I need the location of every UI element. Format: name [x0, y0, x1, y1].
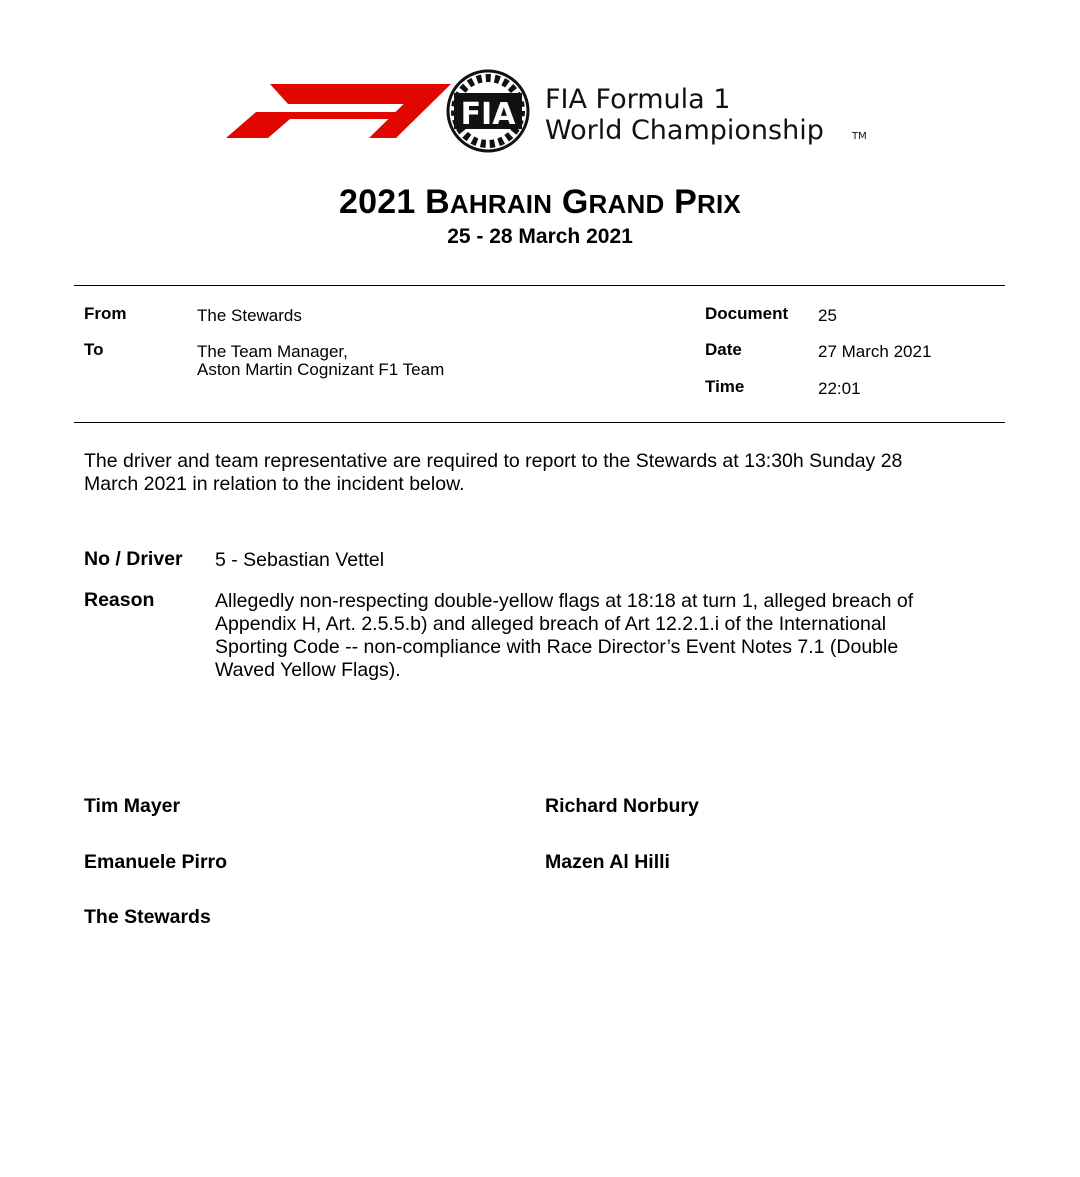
- document-label: Document: [705, 304, 789, 323]
- fia-badge-text: FIA: [460, 97, 516, 132]
- driver-value: 5 - Sebastian Vettel: [215, 549, 385, 571]
- reason-text: [215, 590, 975, 682]
- event-dates: 25 - 28 March 2021: [447, 225, 633, 248]
- reason-line-1: Allegedly non-respecting double-yellow flags at 18:18 at turn 1, alleged breach of: [215, 590, 914, 612]
- steward-name-3: Emanuele Pirro: [84, 851, 228, 873]
- event-title: [0, 183, 1080, 222]
- event-word-3: PRIX: [674, 183, 741, 221]
- driver-label: No / Driver: [84, 548, 183, 570]
- document-value: 25: [818, 306, 837, 325]
- to-label: To: [84, 340, 104, 359]
- event-word-2: GRAND: [561, 183, 665, 221]
- date-value: 27 March 2021: [818, 342, 932, 361]
- from-label: From: [84, 304, 127, 323]
- trademark-symbol: TM: [852, 131, 867, 142]
- time-value: 22:01: [818, 379, 861, 398]
- date-label: Date: [705, 340, 742, 359]
- time-label: Time: [705, 377, 745, 396]
- summons-paragraph: [84, 450, 984, 496]
- logo-line-2: World Championship: [545, 115, 824, 146]
- steward-name-1: Tim Mayer: [84, 795, 181, 817]
- event-word-1: BAHRAIN: [425, 183, 553, 221]
- steward-name-4: Mazen Al Hilli: [545, 851, 670, 873]
- to-value-line-1: The Team Manager,: [197, 342, 348, 361]
- header-bottom-divider: [74, 422, 1005, 423]
- stewards-signoff: The Stewards: [84, 906, 211, 928]
- reason-line-3: Sporting Code -- non-compliance with Race Director’s Event Notes 7.1 (Double: [215, 636, 899, 658]
- summons-line-2: March 2021 in relation to the incident below.: [84, 473, 465, 495]
- event-year: 2021: [339, 183, 416, 221]
- f1-logo-icon: [226, 84, 451, 138]
- steward-name-2: Richard Norbury: [545, 795, 699, 817]
- reason-line-4: Waved Yellow Flags).: [215, 659, 401, 681]
- reason-line-2: Appendix H, Art. 2.5.5.b) and alleged breach of Art 12.2.1.i of the International: [215, 613, 887, 635]
- header-top-divider: [74, 285, 1005, 286]
- reason-label: Reason: [84, 589, 155, 611]
- fia-badge-icon: [448, 71, 528, 151]
- fia-f1-logo: [0, 0, 1080, 160]
- from-value: The Stewards: [197, 306, 302, 325]
- logo-line-1: FIA Formula 1: [545, 84, 731, 115]
- summons-line-1: The driver and team representative are required to report to the Stewards at 13:30h Sunday 28: [84, 450, 903, 472]
- to-value-line-2: Aston Martin Cognizant F1 Team: [197, 360, 445, 379]
